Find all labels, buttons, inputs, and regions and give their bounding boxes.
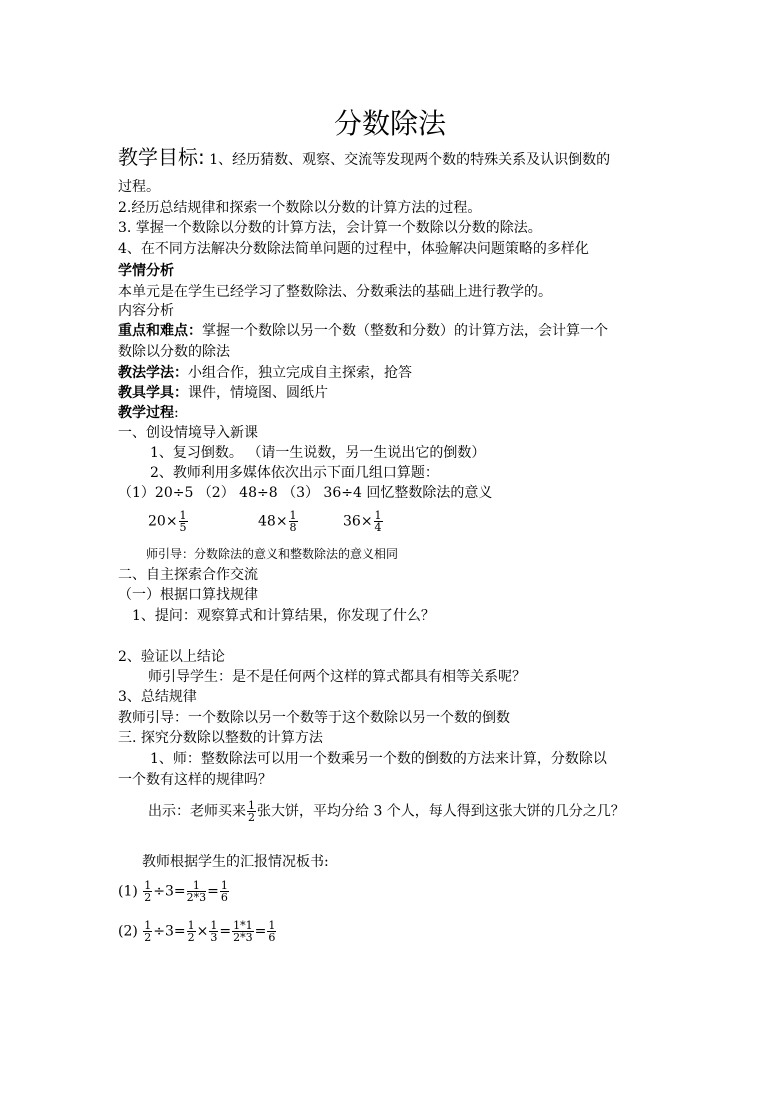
tools-label: 教具学具：	[118, 385, 188, 401]
analysis-text: 本单元是在学生已经学习了整数除法、分数乘法的基础上进行教学的。	[118, 284, 552, 300]
process-label: 教学过程	[118, 405, 174, 421]
key-label: 重点和难点：	[118, 323, 202, 339]
goals-item2: 2.经历总结规律和探索一个数除以分数的计算方法的过程。	[118, 200, 482, 216]
frac-1-num: 1	[179, 509, 187, 522]
show-problem	[148, 800, 625, 823]
frac-2	[289, 510, 298, 533]
frac-3	[374, 510, 383, 533]
section-1-item2: 2、教师利用多媒体依次出示下面几组口算题：	[150, 465, 439, 481]
expr-2-text: 48×	[258, 513, 288, 530]
page-title: 分数除法	[333, 107, 446, 140]
frac-3-num: 1	[374, 509, 382, 522]
expr-2	[258, 510, 299, 533]
section-3-item1-cont: 一个数有这样的规律吗？	[118, 772, 272, 788]
section-2-3-text: 教师引导：一个数除以另一个数等于这个数除以另一个数的倒数	[118, 710, 510, 726]
section-2-a1: 1、提问：观察算式和计算结果，你发现了什么？	[132, 608, 435, 624]
expr-3-text: 36×	[343, 513, 373, 530]
key-text-cont: 数除以分数的除法	[118, 344, 230, 360]
section-3: 三. 探究分数除以整数的计算方法	[118, 730, 323, 746]
goals-line	[118, 147, 610, 167]
section-1-row: （1）20÷5 （2） 48÷8 （3） 36÷4 回忆整数除法的意义	[118, 485, 493, 501]
board-formula-1: (1) $\frac{1}{2}$ ÷3= $\frac{1}{2*3}$ = $\frac{1}{6}$	[118, 879, 228, 904]
tools-line	[118, 386, 328, 400]
section-2-3: 3、总结规律	[118, 689, 197, 705]
frac-3-den: 4	[374, 521, 382, 534]
show-pre: 出示：老师买来	[148, 803, 246, 820]
section-1-item1: 1、复习倒数。 （请一生说数，另一生说出它的倒数）	[150, 445, 486, 461]
section-3-item1: 1、师：整数除法可以用一个数乘另一个数的倒数的方法来计算，分数除以	[150, 751, 607, 767]
guide-1: 师引导：分数除法的意义和整数除法的意义相同	[146, 547, 399, 561]
goals-item4: 4、在不同方法解决分数除法简单问题的过程中，体验解决问题策略的多样化	[118, 241, 589, 257]
show-frac-num: 1	[248, 799, 255, 812]
key-line	[118, 324, 608, 338]
frac-2-num: 1	[289, 509, 297, 522]
goals-colon: :	[198, 145, 205, 169]
section-2: 二、自主探索合作交流	[118, 567, 258, 583]
board-formula-2: (2) $\frac{1}{2}$ ÷3= $\frac{1}{2}$ × $\frac{1}{3}$ = $\frac{1*1}{2*3}$ = $\frac{1}{6}$	[118, 919, 276, 944]
show-post: 张大饼，平均分给 3 个人，每人得到这张大饼的几分之几？	[257, 803, 625, 820]
process-colon: :	[174, 405, 179, 421]
methods-label: 教法学法：	[118, 365, 188, 381]
board-intro: 教师根据学生的汇报情况板书:	[142, 854, 329, 870]
section-1: 一、创设情境导入新课	[118, 425, 258, 441]
goals-item1-cont: 过程。	[118, 179, 160, 195]
section-2-a: （一）根据口算找规律	[118, 587, 258, 603]
formula-2-label: (2)	[118, 923, 138, 940]
section-2-2: 2、验证以上结论	[118, 649, 225, 665]
frac-2-den: 8	[289, 521, 297, 534]
expr-3	[343, 510, 384, 533]
section-2-2-text: 师引导学生：是不是任何两个这样的算式都具有相等关系呢？	[148, 669, 526, 685]
goals-label: 教学目标	[118, 145, 198, 169]
formula-1-label: (1)	[118, 883, 138, 900]
content-analysis-label: 内容分析	[118, 303, 174, 319]
key-text: 掌握一个数除以另一个数（整数和分数）的计算方法，会计算一个	[202, 323, 608, 339]
process-label-line	[118, 406, 179, 420]
tools-text: 课件，情境图、圆纸片	[188, 385, 328, 401]
analysis-label: 学情分析	[118, 263, 174, 279]
goals-item1: 1、经历猜数、观察、交流等发现两个数的特殊关系及认识倒数的	[204, 152, 611, 168]
frac-1-den: 5	[179, 521, 187, 534]
frac-1	[179, 510, 188, 533]
show-frac-den: 2	[248, 811, 255, 824]
expr-1	[148, 510, 189, 533]
show-frac	[247, 800, 256, 823]
expr-1-text: 20×	[148, 513, 178, 530]
goals-item3: 3. 掌握一个数除以分数的计算方法，会计算一个数除以分数的除法。	[118, 220, 542, 236]
methods-text: 小组合作，独立完成自主探索，抢答	[188, 365, 412, 381]
methods-line	[118, 366, 412, 380]
